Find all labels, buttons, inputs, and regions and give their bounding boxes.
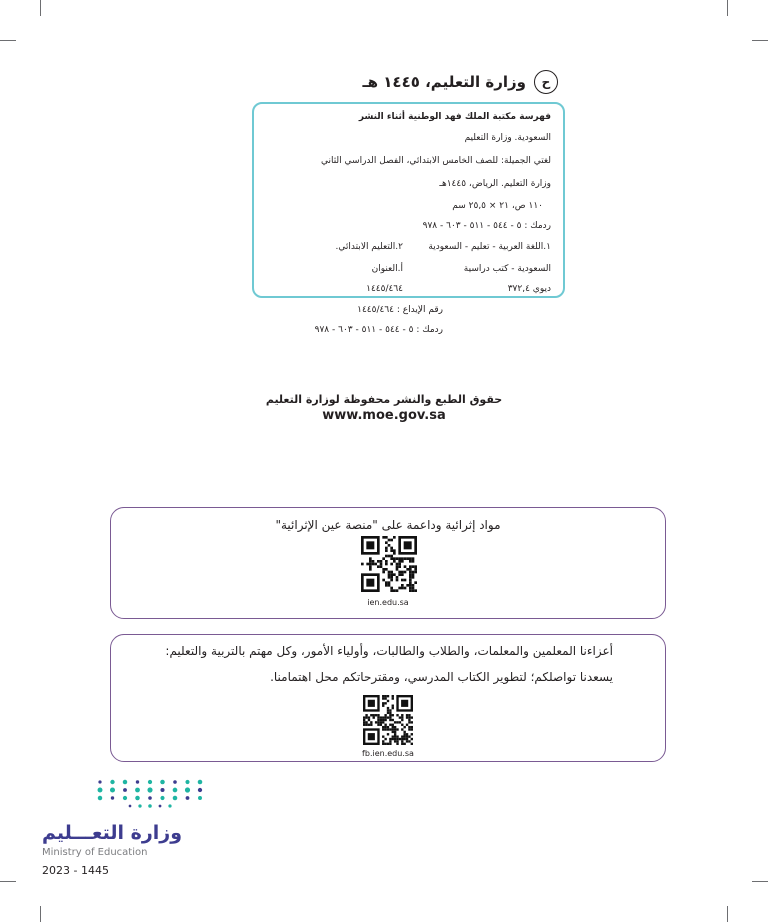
ien-box — [110, 507, 666, 619]
crop-mark — [752, 40, 768, 41]
cip-subject-1: ١.اللغة العربية - تعليم - السعودية — [428, 242, 551, 252]
copyright-mark-icon: ح — [534, 70, 558, 94]
crop-mark — [752, 881, 768, 882]
ien-qr-code-icon[interactable] — [361, 536, 417, 592]
crop-mark — [40, 906, 41, 922]
cip-subject-3: السعودية - كتب دراسية — [463, 264, 551, 274]
ien-text: مواد إثرائية وداعمة على "منصة عين الإثرائية" — [275, 518, 501, 532]
rights-statement: حقوق الطبع والنشر محفوظة لوزارة التعليم — [265, 393, 503, 406]
cip-line-3: وزارة التعليم. الرياض، ١٤٤٥هـ — [439, 179, 551, 189]
cip-title: فهرسة مكتبة الملك فهد الوطنية أثناء النشر — [358, 112, 551, 122]
cip-isbn: ردمك : ٥ - ٥٤٤ - ٥١١ - ٦٠٣ - ٩٧٨ — [422, 221, 551, 231]
deposit-number: رقم الإيداع : ١٤٤٥/٤٦٤ — [357, 305, 443, 315]
isbn-line: ردمك : ٥ - ٥٤٤ - ٥١١ - ٦٠٣ - ٩٧٨ — [314, 325, 443, 335]
cip-deposit: ١٤٤٥/٤٦٤ — [366, 284, 403, 294]
feedback-qr-caption[interactable]: fb.ien.edu.sa — [362, 749, 414, 758]
cip-line-1: السعودية. وزارة التعليم — [464, 133, 551, 143]
edition-year: 2023 - 1445 — [42, 864, 109, 877]
cip-subject-4: أ.العنوان — [371, 264, 403, 274]
feedback-qr-code-icon[interactable] — [363, 695, 413, 745]
website-link[interactable]: www.moe.gov.sa — [322, 408, 446, 423]
crop-mark — [727, 0, 728, 16]
cip-line-4: ١١٠ ص، ٢١ × ٢٥,٥ سم — [452, 201, 543, 211]
crop-mark — [727, 906, 728, 922]
ministry-name-arabic: وزارة التعـــليم — [42, 822, 183, 844]
crop-mark — [40, 0, 41, 16]
feedback-line-2: يسعدنا تواصلكم؛ لتطوير الكتاب المدرسي، ومقترحاتكم محل اهتمامنا. — [270, 670, 613, 684]
copyright-text: وزارة التعليم، ١٤٤٥ هـ — [362, 73, 526, 91]
crop-mark — [0, 881, 16, 882]
ministry-logo-dots-icon — [96, 778, 204, 814]
cip-dewey: ديوي ٣٧٢,٤ — [507, 284, 551, 294]
ministry-name-english: Ministry of Education — [42, 847, 148, 858]
feedback-box — [110, 634, 666, 762]
copyright-line — [363, 70, 558, 94]
cip-subject-2: ٢.التعليم الابتدائي. — [335, 242, 403, 252]
cip-line-2: لغتي الجميلة: للصف الخامس الابتدائي، الفصل الدراسي الثاني — [320, 156, 551, 166]
cip-box — [252, 102, 565, 298]
ien-qr-caption[interactable]: ien.edu.sa — [367, 598, 409, 607]
crop-mark — [0, 40, 16, 41]
feedback-line-1: أعزاءنا المعلمين والمعلمات، والطلاب والطالبات، وأولياء الأمور، وكل مهتم بالتربية والتعليم: — [165, 644, 613, 658]
